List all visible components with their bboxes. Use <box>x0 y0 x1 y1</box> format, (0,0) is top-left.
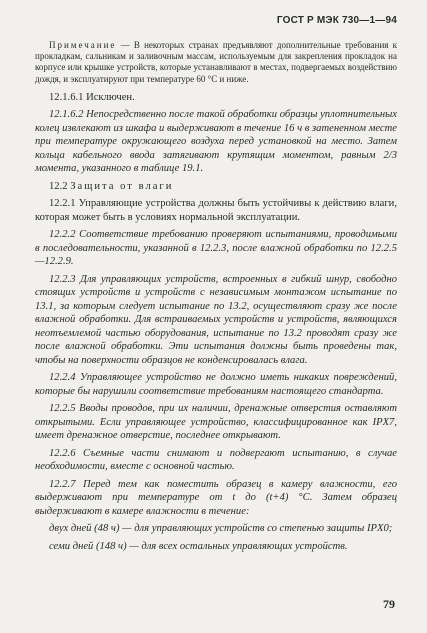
clause-12-2-2: 12.2.2 Соответствие требованию проверяют испытаниями, проводимыми в последовательности, указанной в 12.2.3, после влажной обработки по 12.2.5—12.2.9. <box>35 229 397 268</box>
page-body <box>35 40 397 557</box>
clause-12-2-7: 12.2.7 Перед тем как поместить образец в камеру влажности, его выдерживают при температуре от t до (t+4) °С. Затем образец выдерживают в камере влажности в течение: <box>35 478 397 517</box>
section-heading-12-2 <box>35 180 397 194</box>
clause-12-2-3: 12.2.3 Для управляющих устройств, встроенных в гибкий шнур, свободно стоящих устройств и устройств с независимым монтажом испытание по 13.1, за которым следует испытание по 13.2, осуществляют сразу же после влажной обработки. Для встраиваемых устройств и устройств, являющихся неотъемлемой частью оборудования, испытание по 13.2 проводят сразу же после влажной обработки. Эти испытания должны быть проведены так, чтобы на поверхности образцов не конденсировалась влага. <box>35 273 397 366</box>
section-title: Защита от влаги <box>70 180 174 192</box>
page-number: 79 <box>383 597 395 611</box>
clause-12-1-6-2: 12.1.6.2 Непосредственно после такой обработки образцы уплотнительных колец извлекают из шкафа и выдерживают в течение 16 ч в затененном месте при температуре окружающего воздуха перед установкой на место. Затем кольца кабельного ввода затягивают крутящим моментом, равным 2/3 момента, указанного в таблице 19.1. <box>35 109 397 175</box>
note-paragraph <box>35 40 397 85</box>
list-item-two-days: двух дней (48 ч) — для управляющих устройств со степенью защиты IPX0; <box>49 523 393 535</box>
clause-12-2-6: 12.2.6 Съемные части снимают и подвергают испытанию, в случае необходимости, вместе с основной частью. <box>35 447 397 473</box>
note-label: Примечание <box>49 40 117 50</box>
page-header: ГОСТ Р МЭК 730—1—94 <box>276 15 397 26</box>
clause-12-1-6-1: 12.1.6.1 Исключен. <box>49 91 135 103</box>
section-number: 12.2 <box>49 180 68 192</box>
clause-12-2-5: 12.2.5 Вводы проводов, при их наличии, дренажные отверстия оставляют открытыми. Если управляющее устройство, классифицированное как IPX7, имеет дренажное отверстие, последнее открывают. <box>35 403 397 442</box>
clause-12-2-1: 12.2.1 Управляющие устройства должны быть устойчивы к действию влаги, которая может быть в условиях нормальной эксплуатации. <box>35 198 397 223</box>
clause-12-2-4: 12.2.4 Управляющее устройство не должно иметь никаких повреждений, которые бы нарушили соответствие требованиям настоящего стандарта. <box>35 372 397 397</box>
list-item-seven-days: семи дней (148 ч) — для всех остальных управляющих устройств. <box>49 540 348 552</box>
note-text: — В некоторых странах предъявляют дополнительные требования к прокладкам, сальникам и заливочным массам, используемым для закрепления прокладок на корпусе или крышке устройств, которые устанавливают в местах, подвергаемых воздействию дождя, и эксплуатируют при температуре 60 °C и ниже. <box>35 40 397 84</box>
